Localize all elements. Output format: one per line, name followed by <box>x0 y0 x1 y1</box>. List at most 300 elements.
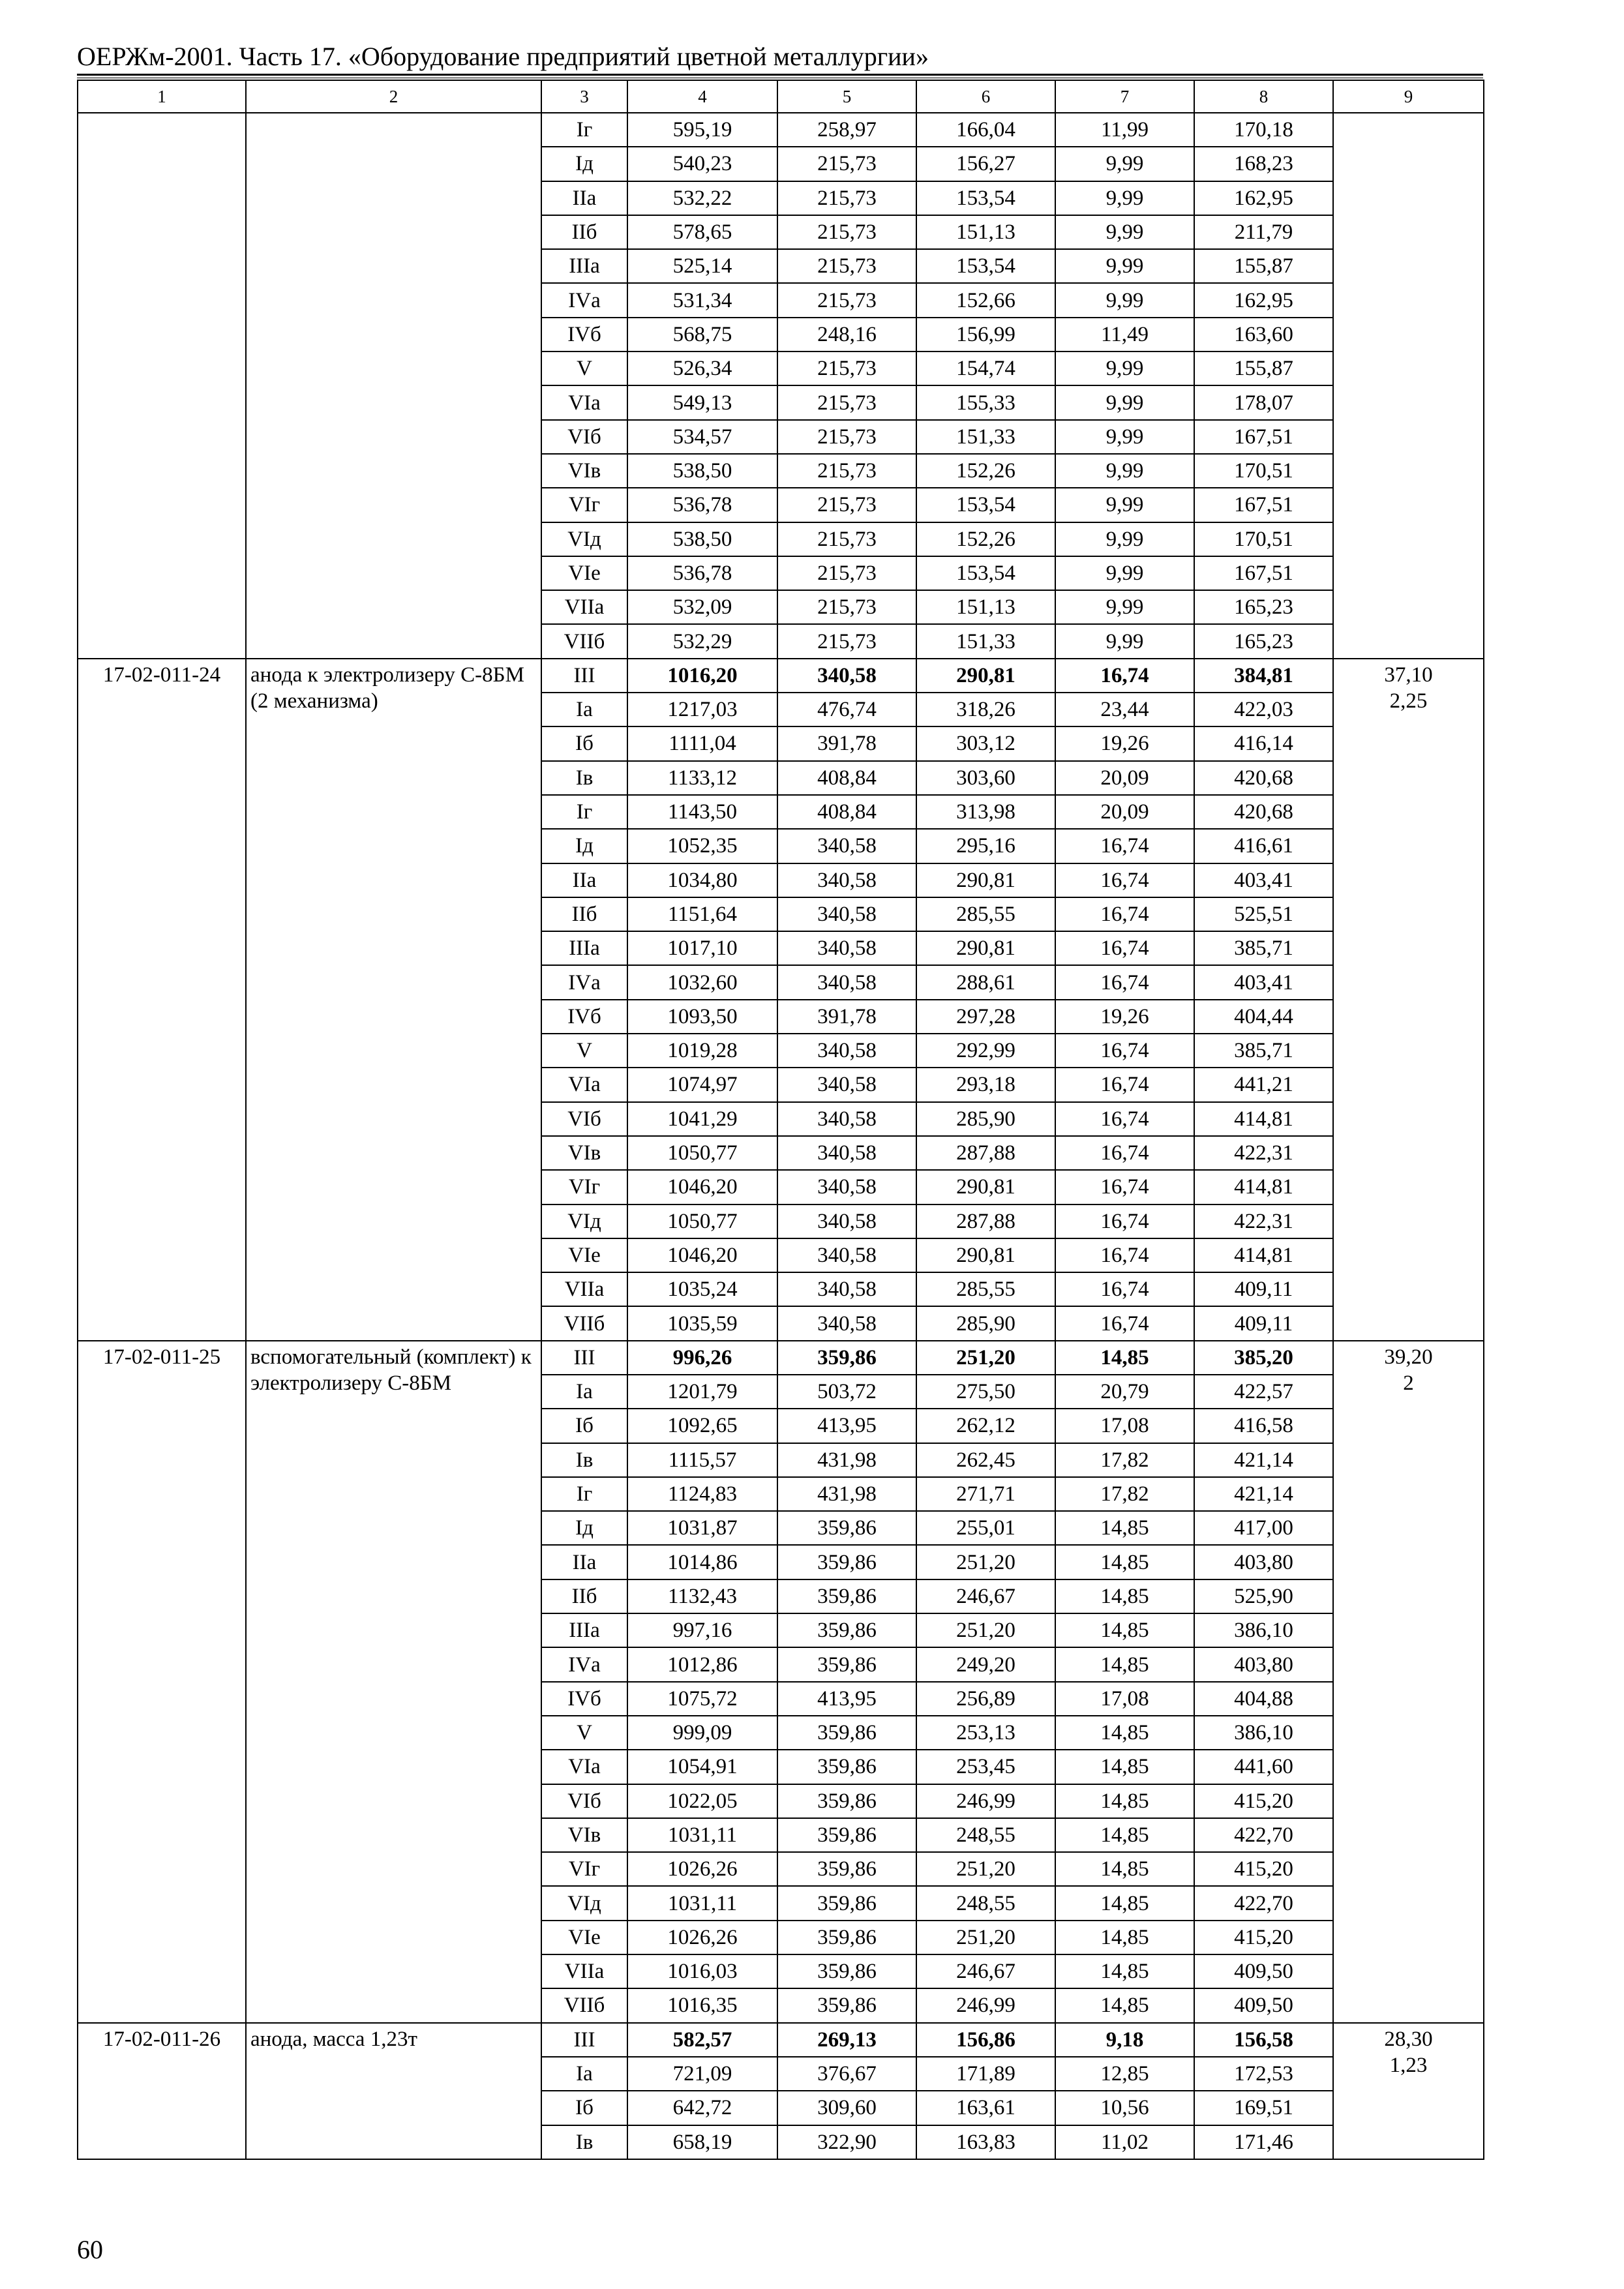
value-cell: 9,99 <box>1055 590 1194 624</box>
value-cell: 9,18 <box>1055 2023 1194 2057</box>
value-cell: 171,46 <box>1194 2125 1333 2159</box>
price-table <box>77 80 1484 2160</box>
zone-code: VIIб <box>541 1306 627 1340</box>
value-cell: 14,85 <box>1055 1954 1194 1988</box>
zone-code: VIIа <box>541 590 627 624</box>
value-cell: 215,73 <box>777 454 916 488</box>
value-cell: 9,99 <box>1055 420 1194 454</box>
value-cell: 409,11 <box>1194 1306 1333 1340</box>
value-cell: 215,73 <box>777 385 916 419</box>
zone-code: VIв <box>541 454 627 488</box>
value-cell: 1016,03 <box>627 1954 777 1988</box>
value-cell: 290,81 <box>916 1170 1055 1204</box>
resource-name <box>246 113 541 659</box>
value-cell: 19,26 <box>1055 1000 1194 1034</box>
value-cell: 248,55 <box>916 1818 1055 1852</box>
zone-code: VIе <box>541 1238 627 1272</box>
value-cell: 414,81 <box>1194 1170 1333 1204</box>
value-cell: 215,73 <box>777 249 916 283</box>
table-row <box>78 659 1484 693</box>
value-cell: 422,70 <box>1194 1818 1333 1852</box>
value-cell: 288,61 <box>916 965 1055 999</box>
zone-code: IIа <box>541 181 627 215</box>
value-cell: 340,58 <box>777 1306 916 1340</box>
value-cell: 1016,35 <box>627 1988 777 2022</box>
value-cell: 253,45 <box>916 1750 1055 1784</box>
value-cell: 215,73 <box>777 420 916 454</box>
zone-code: IIIа <box>541 1613 627 1647</box>
zone-code: Iб <box>541 726 627 760</box>
value-cell: 17,82 <box>1055 1443 1194 1477</box>
value-cell: 9,99 <box>1055 215 1194 249</box>
value-cell: 1075,72 <box>627 1682 777 1716</box>
value-cell: 19,26 <box>1055 726 1194 760</box>
value-cell: 14,85 <box>1055 1886 1194 1920</box>
value-cell: 156,27 <box>916 147 1055 181</box>
zone-code: III <box>541 2023 627 2057</box>
value-cell: 153,54 <box>916 488 1055 522</box>
value-cell: 415,20 <box>1194 1784 1333 1818</box>
column-number: 2 <box>246 80 541 113</box>
value-cell: 1019,28 <box>627 1034 777 1068</box>
value-cell: 416,14 <box>1194 726 1333 760</box>
value-cell: 404,44 <box>1194 1000 1333 1034</box>
value-cell: 422,57 <box>1194 1375 1333 1409</box>
zone-code: IIа <box>541 863 627 897</box>
zone-code: IVа <box>541 283 627 317</box>
value-cell: 421,14 <box>1194 1477 1333 1511</box>
zone-code: V <box>541 352 627 385</box>
zone-code: VIб <box>541 420 627 454</box>
zone-code: VIа <box>541 1750 627 1784</box>
zone-code: IIб <box>541 1579 627 1613</box>
value-cell: 1074,97 <box>627 1068 777 1101</box>
value-cell: 11,49 <box>1055 318 1194 352</box>
value-cell: 384,81 <box>1194 659 1333 693</box>
value-cell: 322,90 <box>777 2125 916 2159</box>
value-cell: 287,88 <box>916 1136 1055 1170</box>
value-cell: 14,85 <box>1055 1716 1194 1750</box>
value-cell: 249,20 <box>916 1647 1055 1681</box>
value-cell: 413,95 <box>777 1682 916 1716</box>
value-cell: 999,09 <box>627 1716 777 1750</box>
value-cell: 154,74 <box>916 352 1055 385</box>
value-cell: 408,84 <box>777 795 916 829</box>
value-cell: 9,99 <box>1055 283 1194 317</box>
zone-code: V <box>541 1716 627 1750</box>
value-cell: 165,23 <box>1194 590 1333 624</box>
value-cell: 385,71 <box>1194 931 1333 965</box>
value-cell: 359,86 <box>777 1647 916 1681</box>
value-cell: 532,09 <box>627 590 777 624</box>
value-cell: 340,58 <box>777 863 916 897</box>
value-cell: 14,85 <box>1055 1818 1194 1852</box>
value-cell: 340,58 <box>777 1102 916 1136</box>
zone-code: Iб <box>541 1409 627 1443</box>
value-cell: 1052,35 <box>627 829 777 863</box>
value-cell: 258,97 <box>777 113 916 147</box>
note-value: 1,23 <box>1389 2053 1428 2077</box>
zone-code: Iд <box>541 147 627 181</box>
value-cell: 11,02 <box>1055 2125 1194 2159</box>
note-value: 39,20 <box>1384 1345 1433 1369</box>
value-cell: 1217,03 <box>627 693 777 726</box>
value-cell: 9,99 <box>1055 556 1194 590</box>
zone-code: VIа <box>541 385 627 419</box>
value-cell: 215,73 <box>777 556 916 590</box>
value-cell: 391,78 <box>777 726 916 760</box>
value-cell: 1041,29 <box>627 1102 777 1136</box>
value-cell: 14,85 <box>1055 1852 1194 1886</box>
value-cell: 359,86 <box>777 1579 916 1613</box>
value-cell: 16,74 <box>1055 829 1194 863</box>
value-cell: 9,99 <box>1055 181 1194 215</box>
zone-code: IVб <box>541 318 627 352</box>
value-cell: 340,58 <box>777 965 916 999</box>
value-cell: 9,99 <box>1055 249 1194 283</box>
value-cell: 256,89 <box>916 1682 1055 1716</box>
note-value: 2 <box>1403 1371 1414 1395</box>
value-cell: 409,11 <box>1194 1272 1333 1306</box>
value-cell: 285,55 <box>916 1272 1055 1306</box>
value-cell: 1035,24 <box>627 1272 777 1306</box>
value-cell: 1031,11 <box>627 1886 777 1920</box>
zone-code: VIIа <box>541 1272 627 1306</box>
value-cell: 290,81 <box>916 1238 1055 1272</box>
zone-code: Iг <box>541 1477 627 1511</box>
value-cell: 359,86 <box>777 1784 916 1818</box>
value-cell: 14,85 <box>1055 1647 1194 1681</box>
value-cell: 246,99 <box>916 1784 1055 1818</box>
value-cell: 163,61 <box>916 2091 1055 2125</box>
value-cell: 1031,11 <box>627 1818 777 1852</box>
value-cell: 16,74 <box>1055 931 1194 965</box>
value-cell: 285,55 <box>916 897 1055 931</box>
value-cell: 1143,50 <box>627 795 777 829</box>
zone-code: VIIа <box>541 1954 627 1988</box>
zone-code: V <box>541 1034 627 1068</box>
value-cell: 246,67 <box>916 1954 1055 1988</box>
resource-name: вспомогательный (комплект) к электролизеру С-8БМ <box>246 1341 541 2023</box>
value-cell: 422,03 <box>1194 693 1333 726</box>
value-cell: 1046,20 <box>627 1238 777 1272</box>
zone-code: IVб <box>541 1682 627 1716</box>
value-cell: 162,95 <box>1194 283 1333 317</box>
value-cell: 152,26 <box>916 522 1055 556</box>
zone-code: Iа <box>541 2057 627 2091</box>
value-cell: 14,85 <box>1055 1988 1194 2022</box>
zone-code: VIе <box>541 1921 627 1954</box>
value-cell: 404,88 <box>1194 1682 1333 1716</box>
value-cell: 340,58 <box>777 931 916 965</box>
value-cell: 14,85 <box>1055 1511 1194 1545</box>
value-cell: 359,86 <box>777 1716 916 1750</box>
value-cell: 1017,10 <box>627 931 777 965</box>
value-cell: 309,60 <box>777 2091 916 2125</box>
value-cell: 1031,87 <box>627 1511 777 1545</box>
value-cell: 1022,05 <box>627 1784 777 1818</box>
value-cell: 532,22 <box>627 181 777 215</box>
value-cell: 416,61 <box>1194 829 1333 863</box>
value-cell: 422,31 <box>1194 1204 1333 1238</box>
value-cell: 642,72 <box>627 2091 777 2125</box>
value-cell: 17,08 <box>1055 1409 1194 1443</box>
value-cell: 420,68 <box>1194 795 1333 829</box>
value-cell: 14,85 <box>1055 1921 1194 1954</box>
value-cell: 246,67 <box>916 1579 1055 1613</box>
zone-code: III <box>541 1341 627 1375</box>
value-cell: 9,99 <box>1055 147 1194 181</box>
value-cell: 16,74 <box>1055 1034 1194 1068</box>
value-cell: 359,86 <box>777 1750 916 1784</box>
value-cell: 151,33 <box>916 420 1055 454</box>
value-cell: 1026,26 <box>627 1921 777 1954</box>
value-cell: 285,90 <box>916 1102 1055 1136</box>
value-cell: 340,58 <box>777 1204 916 1238</box>
value-cell: 9,99 <box>1055 624 1194 658</box>
value-cell: 163,60 <box>1194 318 1333 352</box>
value-cell: 403,41 <box>1194 863 1333 897</box>
value-cell: 151,13 <box>916 590 1055 624</box>
value-cell: 215,73 <box>777 283 916 317</box>
value-cell: 441,60 <box>1194 1750 1333 1784</box>
column-number: 3 <box>541 80 627 113</box>
value-cell: 215,73 <box>777 147 916 181</box>
value-cell: 503,72 <box>777 1375 916 1409</box>
value-cell: 1046,20 <box>627 1170 777 1204</box>
note-value: 28,30 <box>1384 2027 1433 2051</box>
note-cell <box>1333 2023 1484 2159</box>
value-cell: 359,86 <box>777 1818 916 1852</box>
value-cell: 476,74 <box>777 693 916 726</box>
value-cell: 295,16 <box>916 829 1055 863</box>
zone-code: IIIа <box>541 249 627 283</box>
value-cell: 17,08 <box>1055 1682 1194 1716</box>
zone-code: VIв <box>541 1818 627 1852</box>
value-cell: 262,45 <box>916 1443 1055 1477</box>
value-cell: 303,12 <box>916 726 1055 760</box>
value-cell: 9,99 <box>1055 454 1194 488</box>
value-cell: 269,13 <box>777 2023 916 2057</box>
zone-code: IIа <box>541 1545 627 1579</box>
value-cell: 17,82 <box>1055 1477 1194 1511</box>
value-cell: 156,86 <box>916 2023 1055 2057</box>
zone-code: Iд <box>541 1511 627 1545</box>
value-cell: 415,20 <box>1194 1921 1333 1954</box>
value-cell: 403,80 <box>1194 1647 1333 1681</box>
value-cell: 340,58 <box>777 829 916 863</box>
value-cell: 1133,12 <box>627 761 777 795</box>
value-cell: 14,85 <box>1055 1579 1194 1613</box>
zone-code: VIд <box>541 1204 627 1238</box>
note-cell <box>1333 659 1484 1341</box>
column-number: 4 <box>627 80 777 113</box>
value-cell: 14,85 <box>1055 1784 1194 1818</box>
value-cell: 441,21 <box>1194 1068 1333 1101</box>
value-cell: 16,74 <box>1055 1136 1194 1170</box>
page-number: 60 <box>77 2235 103 2264</box>
resource-code: 17-02-011-26 <box>78 2023 246 2159</box>
column-number: 8 <box>1194 80 1333 113</box>
value-cell: 170,51 <box>1194 454 1333 488</box>
value-cell: 420,68 <box>1194 761 1333 795</box>
column-number: 1 <box>78 80 246 113</box>
note-value: 2,25 <box>1389 689 1428 713</box>
value-cell: 359,86 <box>777 1954 916 1988</box>
value-cell: 9,99 <box>1055 488 1194 522</box>
value-cell: 163,83 <box>916 2125 1055 2159</box>
value-cell: 1014,86 <box>627 1545 777 1579</box>
value-cell: 359,86 <box>777 1852 916 1886</box>
value-cell: 1111,04 <box>627 726 777 760</box>
value-cell: 413,95 <box>777 1409 916 1443</box>
note-cell <box>1333 113 1484 659</box>
value-cell: 1016,20 <box>627 659 777 693</box>
value-cell: 313,98 <box>916 795 1055 829</box>
value-cell: 386,10 <box>1194 1716 1333 1750</box>
value-cell: 215,73 <box>777 590 916 624</box>
value-cell: 167,51 <box>1194 420 1333 454</box>
zone-code: Iв <box>541 2125 627 2159</box>
value-cell: 20,09 <box>1055 761 1194 795</box>
value-cell: 385,20 <box>1194 1341 1333 1375</box>
value-cell: 215,73 <box>777 624 916 658</box>
column-number: 9 <box>1333 80 1484 113</box>
value-cell: 251,20 <box>916 1921 1055 1954</box>
value-cell: 152,26 <box>916 454 1055 488</box>
value-cell: 538,50 <box>627 522 777 556</box>
value-cell: 340,58 <box>777 1068 916 1101</box>
value-cell: 340,58 <box>777 1272 916 1306</box>
value-cell: 285,90 <box>916 1306 1055 1340</box>
value-cell: 359,86 <box>777 1886 916 1920</box>
value-cell: 151,13 <box>916 215 1055 249</box>
zone-code: VIIб <box>541 624 627 658</box>
value-cell: 275,50 <box>916 1375 1055 1409</box>
value-cell: 11,99 <box>1055 113 1194 147</box>
table-row <box>78 113 1484 147</box>
value-cell: 16,74 <box>1055 1204 1194 1238</box>
page-header: ОЕРЖм-2001. Часть 17. «Оборудование предприятий цветной металлургии» <box>77 42 929 71</box>
value-cell: 403,80 <box>1194 1545 1333 1579</box>
value-cell: 293,18 <box>916 1068 1055 1101</box>
resource-name: анода, масса 1,23т <box>246 2023 541 2159</box>
value-cell: 417,00 <box>1194 1511 1333 1545</box>
value-cell: 170,51 <box>1194 522 1333 556</box>
value-cell: 1115,57 <box>627 1443 777 1477</box>
value-cell: 171,89 <box>916 2057 1055 2091</box>
value-cell: 996,26 <box>627 1341 777 1375</box>
note-value: 37,10 <box>1384 663 1433 687</box>
value-cell: 1032,60 <box>627 965 777 999</box>
value-cell: 1132,43 <box>627 1579 777 1613</box>
value-cell: 408,84 <box>777 761 916 795</box>
value-cell: 540,23 <box>627 147 777 181</box>
zone-code: IVб <box>541 1000 627 1034</box>
value-cell: 415,20 <box>1194 1852 1333 1886</box>
value-cell: 251,20 <box>916 1852 1055 1886</box>
value-cell: 165,23 <box>1194 624 1333 658</box>
value-cell: 409,50 <box>1194 1954 1333 1988</box>
zone-code: Iв <box>541 761 627 795</box>
zone-code: IIб <box>541 897 627 931</box>
zone-code: Iб <box>541 2091 627 2125</box>
value-cell: 16,74 <box>1055 897 1194 931</box>
value-cell: 318,26 <box>916 693 1055 726</box>
value-cell: 20,09 <box>1055 795 1194 829</box>
value-cell: 409,50 <box>1194 1988 1333 2022</box>
value-cell: 359,86 <box>777 1921 916 1954</box>
value-cell: 997,16 <box>627 1613 777 1647</box>
value-cell: 391,78 <box>777 1000 916 1034</box>
column-number-row <box>78 80 1484 113</box>
value-cell: 253,13 <box>916 1716 1055 1750</box>
value-cell: 10,56 <box>1055 2091 1194 2125</box>
value-cell: 20,79 <box>1055 1375 1194 1409</box>
table-row <box>78 1341 1484 1375</box>
column-number: 6 <box>916 80 1055 113</box>
value-cell: 153,54 <box>916 556 1055 590</box>
zone-code: IIIа <box>541 931 627 965</box>
value-cell: 215,73 <box>777 215 916 249</box>
value-cell: 297,28 <box>916 1000 1055 1034</box>
value-cell: 359,86 <box>777 1988 916 2022</box>
value-cell: 340,58 <box>777 1034 916 1068</box>
value-cell: 536,78 <box>627 556 777 590</box>
value-cell: 262,12 <box>916 1409 1055 1443</box>
value-cell: 1050,77 <box>627 1204 777 1238</box>
value-cell: 1201,79 <box>627 1375 777 1409</box>
value-cell: 721,09 <box>627 2057 777 2091</box>
value-cell: 169,51 <box>1194 2091 1333 2125</box>
value-cell: 248,16 <box>777 318 916 352</box>
zone-code: IVа <box>541 965 627 999</box>
value-cell: 340,58 <box>777 1170 916 1204</box>
value-cell: 9,99 <box>1055 522 1194 556</box>
value-cell: 178,07 <box>1194 385 1333 419</box>
value-cell: 16,74 <box>1055 965 1194 999</box>
value-cell: 385,71 <box>1194 1034 1333 1068</box>
value-cell: 172,53 <box>1194 2057 1333 2091</box>
zone-code: IVа <box>541 1647 627 1681</box>
zone-code: VIг <box>541 1852 627 1886</box>
zone-code: VIб <box>541 1784 627 1818</box>
value-cell: 151,33 <box>916 624 1055 658</box>
zone-code: VIв <box>541 1136 627 1170</box>
zone-code: Iг <box>541 795 627 829</box>
value-cell: 431,98 <box>777 1477 916 1511</box>
value-cell: 359,86 <box>777 1545 916 1579</box>
value-cell: 155,33 <box>916 385 1055 419</box>
value-cell: 215,73 <box>777 181 916 215</box>
value-cell: 359,86 <box>777 1341 916 1375</box>
value-cell: 386,10 <box>1194 1613 1333 1647</box>
value-cell: 251,20 <box>916 1613 1055 1647</box>
value-cell: 359,86 <box>777 1613 916 1647</box>
zone-code: Iд <box>541 829 627 863</box>
zone-code: IIб <box>541 215 627 249</box>
value-cell: 1054,91 <box>627 1750 777 1784</box>
value-cell: 1093,50 <box>627 1000 777 1034</box>
value-cell: 582,57 <box>627 2023 777 2057</box>
zone-code: III <box>541 659 627 693</box>
value-cell: 167,51 <box>1194 556 1333 590</box>
value-cell: 271,71 <box>916 1477 1055 1511</box>
value-cell: 568,75 <box>627 318 777 352</box>
value-cell: 422,70 <box>1194 1886 1333 1920</box>
value-cell: 14,85 <box>1055 1341 1194 1375</box>
value-cell: 578,65 <box>627 215 777 249</box>
